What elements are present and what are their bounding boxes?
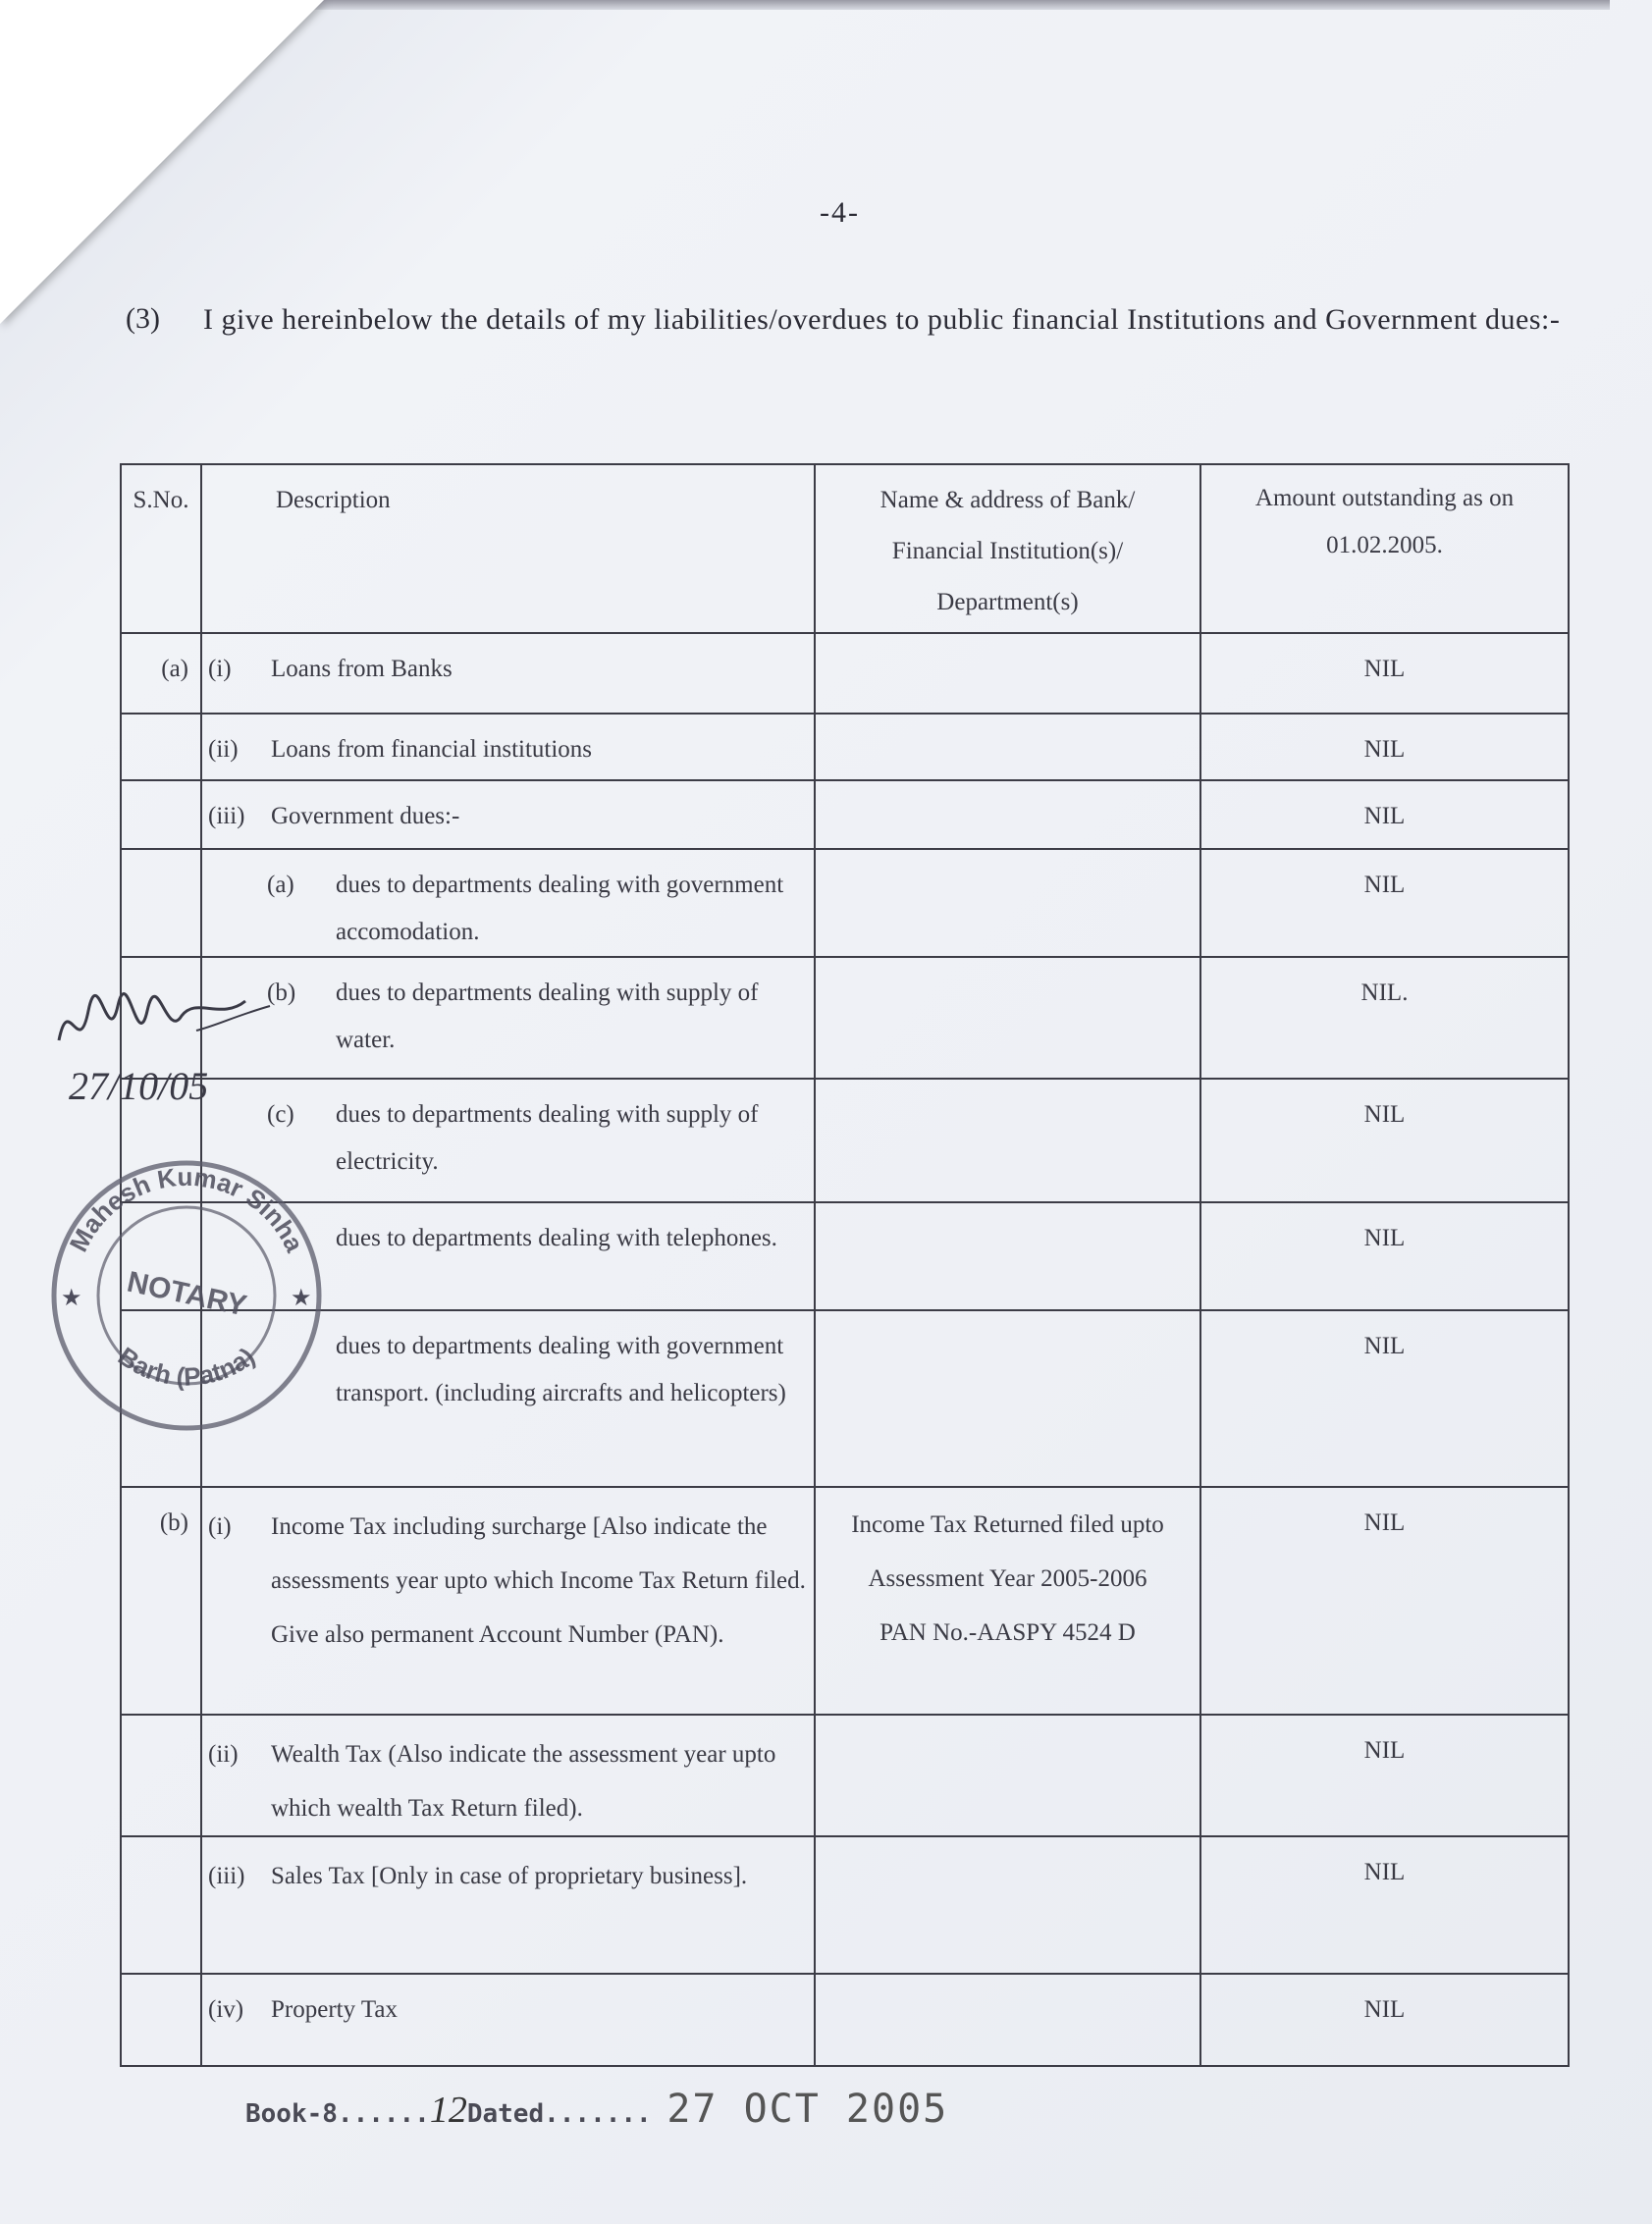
row-number: (iii): [208, 1863, 245, 1889]
row-bank: [816, 634, 1199, 644]
row-number: (iv): [208, 1996, 244, 2023]
row-description: Wealth Tax (Also indicate the assessment year upto which wealth Tax Return filed).: [271, 1741, 776, 1822]
table-row: [121, 1079, 1569, 1202]
row-amount: NIL: [1363, 1333, 1406, 1359]
table-row: [121, 1836, 1569, 1974]
book-entry-stamp: [245, 2087, 948, 2132]
row-description: Property Tax: [271, 1996, 399, 2023]
row-number: (ii): [208, 1741, 239, 1768]
row-description: Government dues:-: [271, 803, 460, 829]
stamp-place: Barh (Patna): [112, 1341, 261, 1392]
table-row: [121, 633, 1569, 714]
row-sno: [122, 1975, 200, 1986]
row-bank: [816, 1203, 1199, 1213]
row-amount: NIL: [1363, 736, 1406, 763]
signature-date: 27/10/05: [69, 1064, 209, 1108]
row-description: dues to departments dealing with telephones.: [336, 1225, 777, 1251]
row-bank: [816, 715, 1199, 724]
row-bank: [816, 1311, 1199, 1321]
table-row: [121, 1487, 1569, 1715]
row-description: Income Tax including surcharge [Also indicate the assessments year upto which Income Tax Return filed. Give also permanent Account Number (PAN).: [271, 1513, 806, 1648]
notary-stamp: [39, 1129, 334, 1462]
row-amount: NIL: [1363, 1101, 1406, 1128]
row-sno: (b): [159, 1509, 188, 1536]
section-intro-text: I give hereinbelow the details of my liabilities/overdues to public financial Institutions and Government dues:-: [203, 303, 1561, 336]
row-description: Loans from financial institutions: [271, 736, 593, 763]
row-bank: Income Tax Returned filed upto Assessment Year 2005-2006 PAN No.-AASPY 4524 D: [851, 1511, 1164, 1646]
row-sno: [122, 715, 200, 726]
header-amount: Amount outstanding as on 01.02.2005.: [1200, 464, 1569, 633]
header-sno: S.No.: [121, 464, 201, 633]
header-bank: Name & address of Bank/ Financial Institution(s)/ Department(s): [815, 464, 1200, 633]
table-row: [121, 1974, 1569, 2066]
liabilities-table: [120, 463, 1570, 2067]
table-row: [121, 849, 1569, 957]
row-amount: NIL: [1363, 1509, 1406, 1536]
row-description: dues to departments dealing with supply of electricity.: [336, 1101, 759, 1175]
row-number: (i): [208, 656, 232, 682]
row-description: dues to departments dealing with supply of water.: [336, 980, 759, 1053]
table-row: [121, 780, 1569, 849]
row-bank: [816, 1716, 1199, 1725]
row-amount: NIL: [1363, 872, 1406, 898]
row-amount: NIL: [1363, 1737, 1406, 1764]
star-icon: ★: [291, 1286, 312, 1311]
row-bank: [816, 850, 1199, 860]
scan-top-edge: [255, 0, 1610, 10]
row-amount: NIL.: [1360, 980, 1409, 1006]
table-row: [121, 1202, 1569, 1310]
row-bank: [816, 1837, 1199, 1847]
stamp-title: NOTARY: [124, 1265, 250, 1323]
handwritten-signature: [49, 972, 275, 1129]
row-number: (c): [267, 1101, 294, 1128]
row-number: (a): [267, 872, 294, 898]
row-bank: [816, 781, 1199, 791]
row-number: (b): [267, 980, 296, 1006]
table-row: [121, 714, 1569, 780]
svg-text:Barh (Patna): [113, 1341, 260, 1391]
folded-corner: [0, 0, 324, 324]
row-amount: NIL: [1363, 1225, 1406, 1251]
row-description: dues to departments dealing with government accomodation.: [336, 872, 784, 945]
row-sno: [122, 958, 200, 970]
row-description: Sales Tax [Only in case of proprietary business].: [271, 1863, 748, 1889]
row-number: (ii): [208, 736, 239, 763]
row-amount: NIL: [1363, 1996, 1406, 2023]
book-label: Book-8......: [245, 2099, 430, 2129]
book-number: 12: [429, 2090, 467, 2131]
header-description: Description: [201, 464, 815, 633]
table-row: [121, 957, 1569, 1079]
row-sno: [122, 850, 200, 862]
dated-label: Dated.......: [466, 2099, 652, 2129]
table-row: [121, 1715, 1569, 1836]
row-bank: [816, 1975, 1199, 1985]
row-sno: (a): [161, 656, 188, 682]
row-amount: NIL: [1363, 1859, 1406, 1885]
row-number: (i): [208, 1513, 232, 1540]
table-row: [121, 1310, 1569, 1487]
row-sno: [122, 781, 200, 793]
row-number: (iii): [208, 803, 245, 829]
row-bank: [816, 958, 1199, 968]
row-description: dues to departments dealing with government transport. (including aircrafts and helicopters): [336, 1333, 786, 1406]
section-number: (3): [126, 302, 160, 335]
page-number: -4-: [820, 196, 860, 229]
star-icon: ★: [61, 1286, 82, 1311]
stamp-date: 27 OCT 2005: [666, 2087, 949, 2132]
row-amount: NIL: [1363, 656, 1406, 682]
row-sno: [122, 1837, 200, 1849]
row-amount: NIL: [1363, 803, 1406, 829]
row-description: Loans from Banks: [271, 656, 453, 682]
row-bank: [816, 1080, 1199, 1089]
row-sno: [122, 1716, 200, 1727]
svg-text:Mahesh Kumar Sinha: [64, 1162, 310, 1257]
stamp-name: Mahesh Kumar Sinha: [63, 1161, 310, 1257]
